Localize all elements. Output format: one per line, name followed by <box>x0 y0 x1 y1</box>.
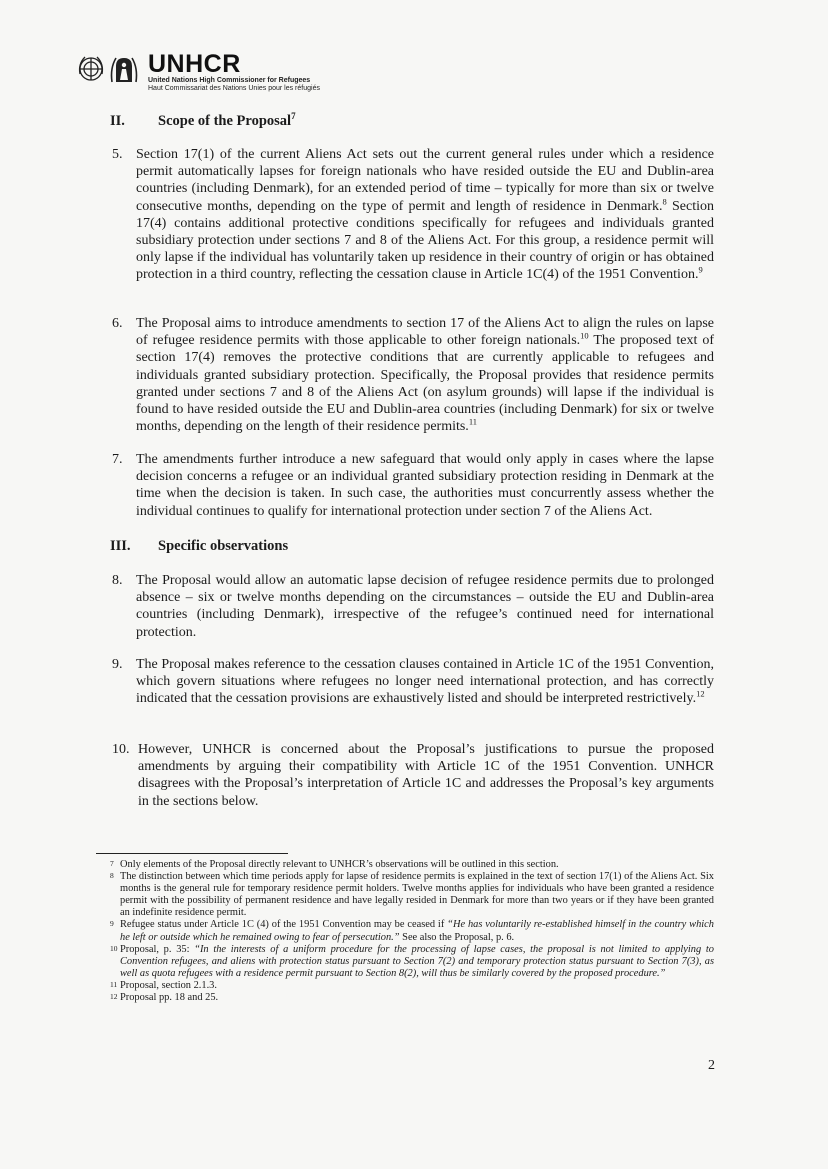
paragraph-body: However, UNHCR is concerned about the Proposal’s justifications to pursue the proposed amendments by arguing their compatibility with Article 1C of the 1951 Convention. UNHCR disagrees with the Proposal’s interpretation of Article 1C and addresses the Proposal’s key arguments in the sections below. <box>138 742 714 809</box>
org-name-english: United Nations High Commissioner for Refugees <box>148 77 311 84</box>
footnote-text: See also the Proposal, p. 6. <box>399 931 515 943</box>
footnote-text: Only elements of the Proposal directly relevant to UNHCR’s observations will be outlined in this section. <box>120 859 559 870</box>
footnote-mark: 9 <box>110 919 114 929</box>
footnote-ref: 9 <box>698 264 703 275</box>
paragraph-body <box>136 315 714 435</box>
paragraph-10 <box>112 741 714 810</box>
footnote-11 <box>110 980 714 992</box>
paragraph-6 <box>112 315 714 435</box>
section-title: Specific observations <box>158 538 289 554</box>
paragraph-body <box>136 656 714 708</box>
section-number: II. <box>110 112 125 129</box>
un-emblem-icon <box>76 52 146 86</box>
paragraph-number: 9. <box>112 657 123 672</box>
footnote-10 <box>110 944 714 980</box>
footnote-text: Refugee status under Article 1C (4) of the 1951 Convention may be ceased if <box>120 919 448 931</box>
org-name-french: Haut Commissariat des Nations Unies pour les réfugiés <box>148 85 320 92</box>
footnotes <box>110 859 714 1004</box>
section-number: III. <box>110 538 131 554</box>
footnote-mark: 12 <box>110 992 118 1002</box>
paragraph-number: 8. <box>112 573 123 588</box>
paragraph-number: 7. <box>112 452 123 467</box>
paragraph-text: The Proposal aims to introduce amendments to section 17 of the Aliens Act to align the rules on lapse of refugee residence permits with those applicable to other foreign nationals. <box>136 316 714 349</box>
paragraph-text: The proposed text of section 17(4) removes the protective conditions that are currently applicable to refugees and individuals granted subsidiary protection. Specifically, the Proposal provides that residence permits granted under sections 7 and 8 of the Aliens Act (on asylum grounds) will lapse if the individual is found to have resided outside the EU and Dublin-area countries (including Denmark) for six or twelve months, depending on the length of their residence permits. <box>136 333 714 435</box>
paragraph-7 <box>112 451 714 520</box>
footnote-text: Proposal, p. 35: <box>120 943 195 955</box>
footnote-quote: “In the interests of a uniform procedure for the processing of lapse cases, the proposal is not limited to applying to Convention refugees, and aliens with protection status pursuant to Section 7(2) and temporary protection status pursuant to Section 7(3), as well as quota refugees with a residence permit pursuant to Section 8(2), will thus be similarly covered by the proposed procedure.” <box>120 943 714 979</box>
section-heading-scope <box>110 111 296 130</box>
footnote-text: The distinction between which time periods apply for lapse of residence permits is explained in the text of section 17(1) of the Aliens Act. Six months is the general rule for temporary residence permit holders. Twelve months applies for individuals who have been granted a residence permit with the possibility of permanent residence and have legally resided in Denmark for more than two years or if they have been granted an indefinite residence permit. <box>120 871 714 919</box>
paragraph-8 <box>112 572 714 641</box>
footnote-mark: 10 <box>110 943 118 953</box>
footnote-12 <box>110 992 714 1004</box>
paragraph-number: 10. <box>112 742 130 757</box>
footnote-text: Proposal, section 2.1.3. <box>120 979 217 991</box>
paragraph-number: 5. <box>112 147 123 162</box>
footnote-ref: 10 <box>580 330 589 341</box>
footnote-9 <box>110 919 714 943</box>
footnote-ref: 7 <box>291 111 296 121</box>
letterhead <box>76 32 396 92</box>
footnote-separator <box>96 853 288 854</box>
footnote-mark: 7 <box>110 859 114 868</box>
org-wordmark <box>148 52 320 93</box>
org-name: UNHCR <box>148 50 241 78</box>
paragraph-5 <box>112 146 714 284</box>
footnote-mark: 8 <box>110 871 114 881</box>
page-number: 2 <box>708 1058 715 1073</box>
footnote-7 <box>110 859 714 871</box>
paragraph-body: The amendments further introduce a new safeguard that would only apply in cases where the lapse decision concerns a refugee or an individual granted subsidiary protection residing in Denmark at the time when the decision is taken. In such case, the authorities must concurrently assess whether the individual continues to qualify for international protection under section 7 of the Aliens Act. <box>136 452 714 519</box>
paragraph-text: Section 17(1) of the current Aliens Act sets out the current general rules under which a residence permit automatically lapses for foreign nationals who have resided outside the EU and Dublin-area countries (including Denmark), for an extended period of time – typically for more than six or twelve consecutive months, depending on the type of permit and length of residence in Denmark. <box>136 147 714 214</box>
footnote-ref: 12 <box>696 688 705 699</box>
footnote-ref: 11 <box>468 416 477 427</box>
footnote-text: Proposal pp. 18 and 25. <box>120 992 219 1004</box>
logo-emblems <box>76 52 146 86</box>
paragraph-body <box>136 146 714 284</box>
paragraph-body: The Proposal would allow an automatic lapse decision of refugee residence permits due to prolonged absence – six or twelve months depending on the circumstances – outside the EU and Dublin-area countries (including Denmark), irrespective of the refugee’s continued need for international protection. <box>136 573 714 640</box>
paragraph-9 <box>112 656 714 708</box>
footnote-8 <box>110 871 714 919</box>
paragraph-text: The Proposal makes reference to the cessation clauses contained in Article 1C of the 1951 Convention, which govern situations where refugees no longer need international protection, and has correctly indicated that the cessation provisions are exhaustively listed and should be interpreted restrictively. <box>136 657 714 707</box>
footnote-ref: 8 <box>662 195 667 206</box>
section-heading-observations <box>110 538 288 555</box>
paragraph-text: Section 17(4) contains additional protective conditions specifically for refugees and individuals granted subsidiary protection under sections 7 and 8 of the Aliens Act. For this group, a residence permit will only lapse if the individual has voluntarily taken up residence in their country of origin or has obtained protection in a third country, reflecting the cessation clause in Article 1C(4) of the 1951 Convention. <box>136 198 715 283</box>
footnote-quote: “He has voluntarily re-established himself in the country which he left or outside which he remained owing to fear of persecution.” <box>120 919 714 943</box>
section-title: Scope of the Proposal <box>158 112 292 129</box>
paragraph-number: 6. <box>112 316 123 331</box>
footnote-mark: 11 <box>110 979 118 989</box>
